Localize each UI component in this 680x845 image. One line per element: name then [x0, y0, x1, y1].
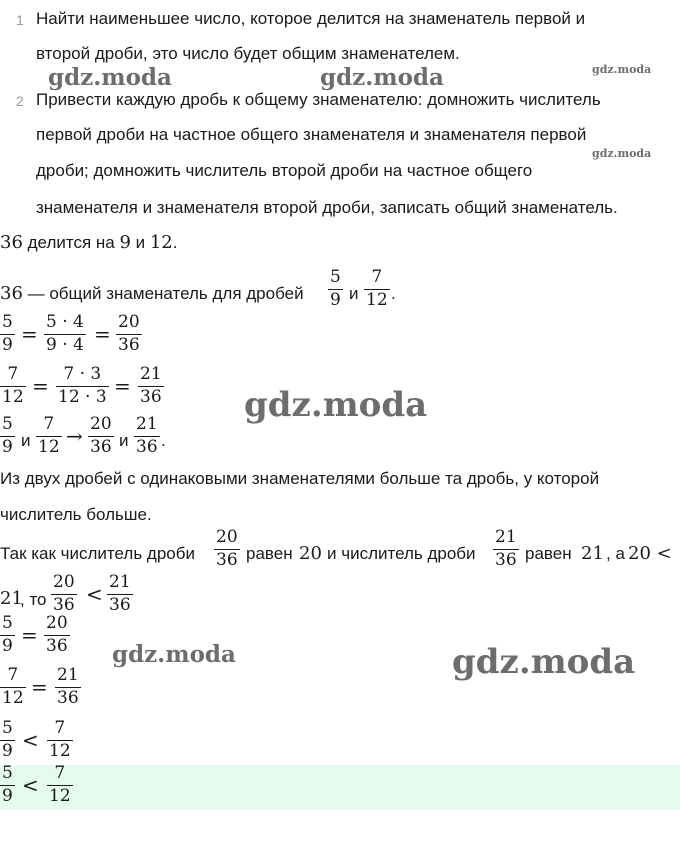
watermark-logo: gdz.moda: [244, 385, 428, 425]
divisibility-line: [0, 233, 178, 253]
equals-sign: =: [31, 675, 48, 699]
numerator: 5: [2, 718, 13, 738]
numerator: 5 · 4: [46, 312, 84, 332]
step-text-line: знаменателя и знаменателя второй дроби, записать общий знаменатель.: [36, 198, 618, 217]
step-text-line: Привести каждую дробь к общему знаменателю: домножить числитель: [36, 90, 601, 109]
denominator: 12: [366, 290, 388, 311]
less-than-sign: <: [86, 582, 103, 606]
fraction: [107, 573, 133, 615]
watermark-logo: gdz.moda: [112, 641, 236, 668]
fraction: [0, 719, 15, 761]
denominator: 12: [38, 437, 60, 458]
denominator: 9 · 4: [46, 335, 84, 356]
denominator: 36: [90, 437, 112, 458]
fraction: [0, 666, 26, 708]
math-number: 9: [119, 232, 131, 253]
watermark-logo: gdz.moda: [48, 64, 172, 91]
fraction: [47, 719, 73, 761]
text: .: [391, 284, 396, 303]
denominator: 36: [53, 595, 75, 616]
math-number: 12: [149, 232, 173, 253]
math-number: 21: [0, 588, 23, 609]
denominator: 9: [2, 335, 13, 356]
numerator: 21: [136, 414, 158, 434]
numerator: 21: [140, 364, 162, 384]
math-inequality: 20 <: [628, 543, 672, 564]
step-text-line: дроби; домножить числитель второй дроби на частное общего: [36, 161, 533, 180]
text: и: [349, 284, 359, 303]
text: , а: [606, 544, 625, 563]
math-number: 20: [299, 543, 322, 564]
rule-text-line: числитель больше.: [0, 505, 152, 524]
step-text-line: второй дроби, это число будет общим знаменателем.: [36, 44, 460, 63]
fraction: [0, 415, 15, 457]
equals-sign: =: [114, 374, 131, 398]
step-number: 1: [16, 12, 24, 28]
numerator: 20: [46, 613, 68, 633]
numerator: 20: [53, 572, 75, 592]
numerator: 5: [2, 763, 13, 783]
numerator: 5: [2, 613, 13, 633]
numerator: 20: [118, 312, 140, 332]
fraction: [116, 313, 142, 355]
denominator: 36: [57, 688, 79, 709]
equals-sign: =: [21, 623, 38, 647]
watermark-logo: gdz.moda: [452, 642, 636, 682]
numerator: 20: [90, 414, 112, 434]
text: равен: [525, 544, 572, 563]
math-number: 36: [0, 232, 23, 253]
fraction: [493, 528, 519, 570]
fraction: [88, 415, 114, 457]
numerator: 7: [7, 665, 19, 685]
numerator: 5: [330, 267, 341, 287]
fraction: [36, 415, 62, 457]
math-number: 36: [0, 283, 23, 304]
denominator: 12: [2, 688, 24, 709]
watermark-logo: gdz.moda: [592, 63, 652, 76]
text: .: [161, 431, 166, 450]
numerator: 7 · 3: [63, 364, 102, 384]
fraction: [51, 573, 77, 615]
denominator: 36: [140, 387, 162, 408]
text: и: [21, 431, 31, 450]
denominator: 12: [2, 387, 24, 408]
fraction: [328, 268, 343, 310]
numerator: 7: [7, 364, 19, 384]
fraction: [0, 313, 15, 355]
denominator: 36: [495, 550, 517, 571]
less-than-sign: <: [22, 773, 39, 797]
numerator: 7: [43, 414, 55, 434]
fraction: [0, 614, 15, 656]
fraction: [55, 666, 81, 708]
common-denominator-line: [0, 284, 304, 304]
text: и числитель дроби: [327, 544, 476, 563]
denominator: 36: [136, 437, 158, 458]
fraction: [364, 268, 390, 310]
math-number: 21: [581, 543, 604, 564]
text: и: [119, 431, 129, 450]
rule-text-line: Из двух дробей с одинаковыми знаменателями больше та дробь, у которой: [0, 469, 600, 488]
denominator: 36: [109, 595, 131, 616]
fraction: [138, 365, 164, 407]
denominator: 9: [2, 636, 13, 657]
text: , то: [20, 590, 47, 609]
fraction: [44, 313, 86, 355]
numerator: 7: [371, 267, 383, 287]
answer-fraction: [47, 764, 73, 806]
numerator: 5: [2, 312, 13, 332]
numerator: 20: [216, 527, 238, 547]
fraction: [56, 365, 109, 407]
numerator: 5: [2, 414, 13, 434]
denominator: 9: [2, 437, 13, 458]
denominator: 9: [2, 741, 13, 762]
denominator: 12: [49, 786, 71, 807]
fraction: [0, 365, 26, 407]
text: .: [172, 233, 178, 252]
denominator: 36: [216, 550, 238, 571]
numerator: 21: [495, 527, 517, 547]
equals-sign: =: [21, 322, 38, 346]
answer-highlight: [0, 765, 680, 810]
numerator: 7: [54, 718, 66, 738]
text: — общий знаменатель для дробей: [22, 284, 304, 303]
fraction: [214, 528, 240, 570]
text: делится на: [22, 233, 120, 252]
step-text-line: первой дроби на частное общего знаменателя и знаменателя первой: [36, 125, 587, 144]
denominator: 9: [330, 290, 341, 311]
denominator: 36: [46, 636, 68, 657]
numerator: 21: [109, 572, 131, 592]
equals-sign: =: [32, 374, 49, 398]
step-number: 2: [16, 93, 24, 109]
watermark-logo: gdz.moda: [592, 147, 652, 160]
watermark-logo: gdz.moda: [320, 64, 444, 91]
answer-fraction: [0, 764, 15, 806]
fraction: [134, 415, 160, 457]
denominator: 12 · 3: [58, 387, 107, 408]
numerator: 7: [54, 763, 66, 783]
arrow-icon: →: [66, 424, 83, 448]
less-than-sign: <: [22, 728, 39, 752]
text: равен: [246, 544, 293, 563]
fraction: [44, 614, 70, 656]
step-text-line: Найти наименьшее число, которое делится на знаменатель первой и: [36, 9, 586, 28]
numerator: 21: [57, 665, 79, 685]
equals-sign: =: [94, 322, 111, 346]
text: и: [130, 233, 150, 252]
denominator: 9: [2, 786, 13, 807]
denominator: 12: [49, 741, 71, 762]
denominator: 36: [118, 335, 140, 356]
text: Так как числитель дроби: [0, 544, 195, 563]
